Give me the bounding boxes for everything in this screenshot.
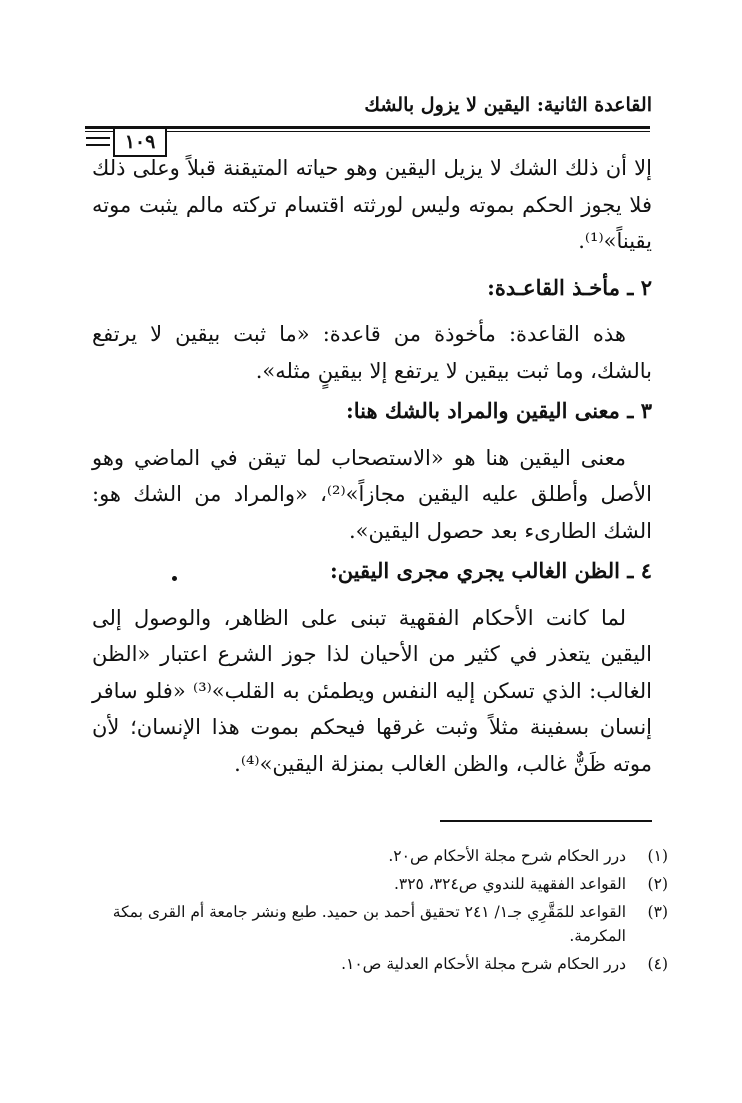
running-header-title: القاعدة الثانية: اليقين لا يزول بالشك [364,94,652,116]
footnote-text: درر الحكام شرح مجلة الأحكام ص٢٠. [388,847,626,865]
footnote-number: (٣) [647,903,668,921]
heading-prevailing-assumption: ٤ ـ الظن الغالب يجري مجرى اليقين: [329,558,652,583]
heading-rule-source: ٢ ـ مأخـذ القاعـدة: [487,274,652,300]
header-rule [85,126,650,132]
footnote-separator [440,820,652,822]
page-number-ornament [86,137,110,151]
footnote-number: (٢) [647,875,668,893]
footnote-item [92,952,668,976]
paragraph-4: لما كانت الأحكام الفقهية تبنى على الظاهر، والوصول إلى اليقين يتعذر في كثير من الأحيان لذا جوز الشرع اعتبار «الظن الغالب: الذي تسكن إليه النفس ويطمئن به القلب»⁽³⁾ «فلو سافر إنسان بسفينة مثلاً وثبت غرقها فيحكم بموت هذا الإنسان؛ لأن موته ظَنٌّ غالب، والظن الغالب بمنزلة اليقين»⁽⁴⁾. [92,605,652,776]
paragraph-1: إلا أن ذلك الشك لا يزيل اليقين وهو حياته المتيقنة قبلاً وعلى ذلك فلا يجوز الحكم بموته وليس لورثته اقتسام تركته مالم يثبت موته يقيناً»⁽¹⁾. [92,156,652,253]
paragraph-2: هذه القاعدة: مأخوذة من قاعدة: «ما ثبت بيقين لا يرتفع بالشك، وما ثبت بيقين لا يرتفع إلا بيقينٍ مثله». [92,322,652,383]
footnote-number: (١) [647,847,668,865]
footnote-text: القواعد للمَقَّرِي جـ١/ ٢٤١ تحقيق أحمد بن حميد. طبع ونشر جامعة أم القرى بمكة المكرمة. [112,903,626,945]
footnote-text: القواعد الفقهية للندوي ص٣٢٤، ٣٢٥. [393,875,626,893]
footnote-number: (٤) [647,955,668,973]
main-text [92,150,652,782]
footnotes [92,844,668,980]
stray-dot [172,576,177,581]
footnote-text: درر الحكام شرح مجلة الأحكام العدلية ص١٠. [341,955,626,973]
heading-meaning-certainty: ٣ ـ معنى اليقين والمراد بالشك هنا: [346,398,652,423]
paragraph-3: معنى اليقين هنا هو «الاستصحاب لما تيقن في الماضي وهو الأصل وأطلق عليه اليقين مجازاً»⁽²⁾، «والمراد من الشك هو: الشك الطارىء بعد حصول اليقين». [92,445,652,543]
page-number: ١٠٩ [113,129,167,157]
footnote-item [92,900,668,948]
footnote-item [92,844,668,868]
footnote-item [92,872,668,896]
